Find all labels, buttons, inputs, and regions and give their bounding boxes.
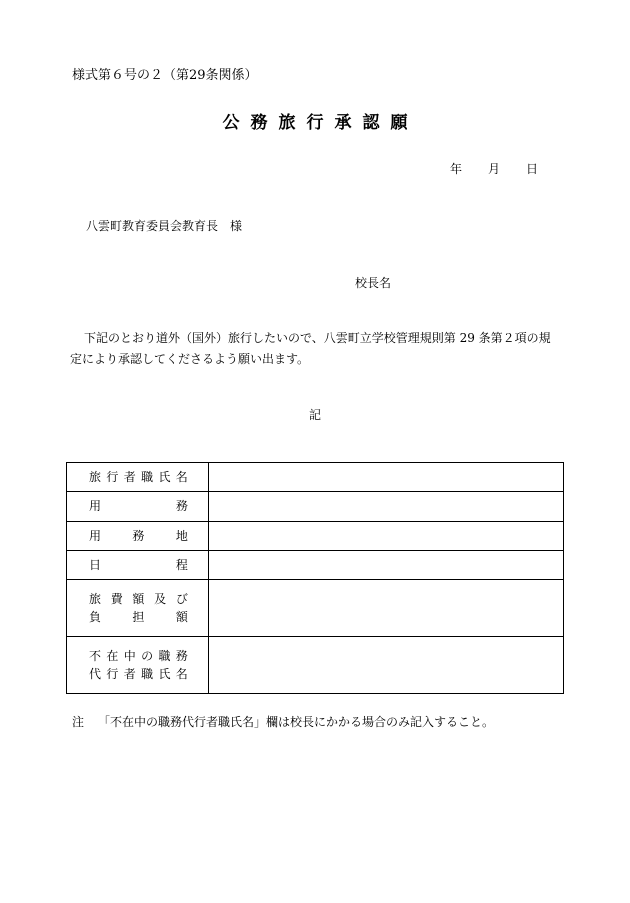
row-label-line: 負 担 額	[89, 609, 188, 624]
footnote-text: 「不在中の職務代行者職氏名」欄は校長にかかる場合のみ記入すること。	[98, 715, 495, 729]
row-label	[67, 550, 209, 579]
ki-heading: 記	[308, 408, 321, 422]
addressee: 八雲町教育委員会教育長 様	[86, 219, 243, 233]
date-day: 日	[525, 162, 538, 176]
date-month: 月	[487, 162, 500, 176]
row-label-line: 不 在 中 の 職 務	[89, 648, 188, 663]
form-number: 様式第６号の２（第29条関係）	[72, 68, 258, 83]
table-row	[67, 636, 564, 693]
row-label-line: 代 行 者 職 氏 名	[89, 666, 188, 681]
application-table	[66, 462, 564, 694]
table-row	[67, 463, 564, 492]
table-row	[67, 550, 564, 579]
document-title: 公務旅行承認願	[222, 113, 419, 133]
row-value-field[interactable]	[208, 521, 563, 550]
principal-name-label: 校長名	[355, 276, 392, 290]
table-row	[67, 521, 564, 550]
row-label	[67, 463, 209, 492]
row-label-line: 旅 行 者 職 氏 名	[89, 470, 188, 485]
row-label	[67, 636, 209, 693]
row-value-field[interactable]	[208, 492, 563, 521]
table-row	[67, 492, 564, 521]
row-value-field[interactable]	[208, 580, 563, 637]
row-label-line: 用 務 地	[89, 528, 188, 543]
row-label-line: 旅 費 額 及 び	[89, 591, 188, 606]
row-label	[67, 580, 209, 637]
row-value-field[interactable]	[208, 463, 563, 492]
body-text: 下記のとおり道外（国外）旅行したいので、八雲町立学校管理規則第 29 条第２項の規定により承認してくださるよう願い出ます。	[70, 331, 551, 366]
row-label-line: 日 程	[89, 557, 188, 572]
row-label-line: 用 務	[89, 499, 188, 514]
date-line	[450, 160, 538, 177]
row-value-field[interactable]	[208, 636, 563, 693]
footnote-mark: 注	[72, 715, 85, 729]
table-row	[67, 580, 564, 637]
row-label	[67, 521, 209, 550]
row-label	[67, 492, 209, 521]
row-value-field[interactable]	[208, 550, 563, 579]
date-year: 年	[449, 162, 462, 176]
footnote	[72, 713, 494, 730]
